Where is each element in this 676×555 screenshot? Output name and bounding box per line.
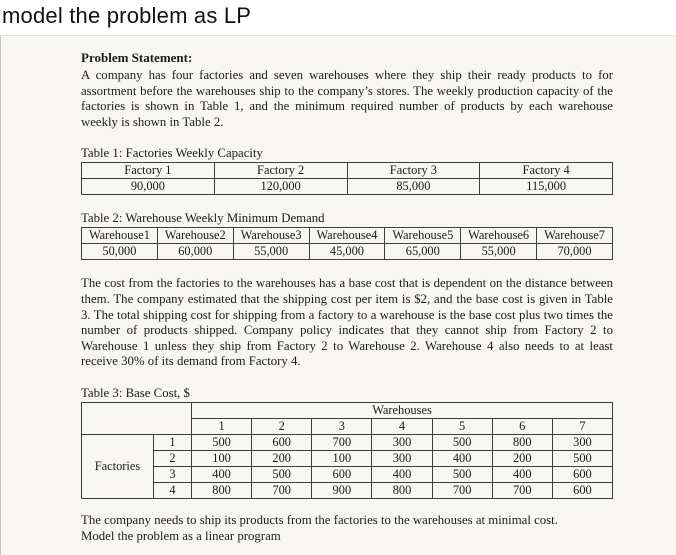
table-cell: 120,000: [214, 179, 347, 195]
table-cell: 200: [252, 450, 312, 466]
column-header: Warehouse1: [82, 228, 158, 244]
table-cell: 900: [312, 482, 372, 498]
table-cell: 200: [492, 450, 552, 466]
paragraph-conclusion: [81, 513, 613, 544]
row-header: 1: [154, 434, 192, 450]
page-title: model the problem as LP: [2, 3, 252, 28]
table-row: [82, 228, 613, 244]
conclusion-line-2: Model the problem as a linear program: [81, 528, 281, 543]
table-row: [82, 466, 613, 482]
table-row: [82, 402, 613, 418]
table-cell: 600: [552, 482, 612, 498]
table3-base-cost: [81, 402, 613, 499]
paragraph-intro: A company has four factories and seven warehouses where they ship their ready products to for assortment before the warehouses ship to the company’s stores. The weekly production capacity of the factories is shown in Table 1, and the minimum required number of products by each warehouse weekly is shown in Table 2.: [81, 68, 613, 129]
column-header: Warehouse3: [233, 228, 309, 244]
table-cell: 600: [312, 466, 372, 482]
row-header: 3: [154, 466, 192, 482]
table-cell: 55,000: [233, 244, 309, 260]
table-cell: 700: [312, 434, 372, 450]
table-cell: 100: [312, 450, 372, 466]
column-header: Warehouse5: [385, 228, 461, 244]
table-cell: 600: [252, 434, 312, 450]
table-cell: 500: [432, 466, 492, 482]
problem-statement-heading: Problem Statement:: [81, 50, 193, 65]
column-header: 7: [552, 418, 612, 434]
column-header: 5: [432, 418, 492, 434]
factories-group-header: Factories: [82, 434, 154, 498]
paragraph-costs: The cost from the factories to the warehouses has a base cost that is dependent on the distance between them. The company estimated that the shipping cost per item is $2, and the base cost is given in Table 3. The total shipping cost for shipping from a factory to a warehouse is the base cost plus two times the number of products shipped. Company policy indicates that they cannot ship from Factory 2 to Warehouse 1 unless they ship from Factory 2 to Warehouse 2. Warehouse 4 also needs to at least receive 30% of its demand from Factory 4.: [81, 276, 613, 369]
column-header: Factory 2: [214, 163, 347, 179]
column-header: Warehouse7: [537, 228, 613, 244]
row-header: 4: [154, 482, 192, 498]
table-row: [82, 434, 613, 450]
table-cell: 300: [372, 450, 432, 466]
table-cell: 400: [432, 450, 492, 466]
table-cell: 500: [192, 434, 252, 450]
column-header: Factory 4: [480, 163, 613, 179]
column-header: 1: [192, 418, 252, 434]
document: [0, 35, 676, 555]
table-cell: 800: [372, 482, 432, 498]
column-header: 3: [312, 418, 372, 434]
table1-factories-capacity: [81, 162, 613, 195]
table-row: [82, 244, 613, 260]
table-cell: 50,000: [82, 244, 158, 260]
table-row: [82, 450, 613, 466]
table-cell: 400: [192, 466, 252, 482]
table-cell: 100: [192, 450, 252, 466]
column-header: Warehouse4: [309, 228, 385, 244]
table-cell: 600: [552, 466, 612, 482]
row-header: 2: [154, 450, 192, 466]
table-cell: 700: [432, 482, 492, 498]
table-cell: 700: [252, 482, 312, 498]
table-cell: 65,000: [385, 244, 461, 260]
table-cell: 60,000: [157, 244, 233, 260]
table-cell: 85,000: [347, 179, 480, 195]
table-cell: 800: [492, 434, 552, 450]
table-cell: 500: [252, 466, 312, 482]
table-cell: 400: [492, 466, 552, 482]
table-row: [82, 163, 613, 179]
table-cell: 500: [552, 450, 612, 466]
document-body: [81, 50, 613, 544]
column-header: 2: [252, 418, 312, 434]
empty-corner-cell: [82, 402, 192, 434]
column-header: Factory 3: [347, 163, 480, 179]
table1-caption: Table 1: Factories Weekly Capacity: [81, 146, 263, 161]
table-cell: 400: [372, 466, 432, 482]
column-header: Warehouse6: [461, 228, 537, 244]
column-header: 6: [492, 418, 552, 434]
table-cell: 700: [492, 482, 552, 498]
table-cell: 300: [552, 434, 612, 450]
table-row: [82, 179, 613, 195]
table-cell: 800: [192, 482, 252, 498]
column-header: Factory 1: [82, 163, 215, 179]
warehouses-group-header: Warehouses: [192, 402, 613, 418]
table-cell: 300: [372, 434, 432, 450]
table-cell: 115,000: [480, 179, 613, 195]
table-cell: 500: [432, 434, 492, 450]
table2-warehouse-demand: [81, 227, 613, 260]
table2-caption: Table 2: Warehouse Weekly Minimum Demand: [81, 211, 325, 226]
column-header: 4: [372, 418, 432, 434]
conclusion-line-1: The company needs to ship its products from the factories to the warehouses at minimal cost.: [81, 512, 558, 527]
table3-caption: Table 3: Base Cost, $: [81, 385, 190, 400]
table-row: [82, 482, 613, 498]
table-cell: 45,000: [309, 244, 385, 260]
table-cell: 55,000: [461, 244, 537, 260]
table-cell: 70,000: [537, 244, 613, 260]
column-header: Warehouse2: [157, 228, 233, 244]
table-cell: 90,000: [82, 179, 215, 195]
